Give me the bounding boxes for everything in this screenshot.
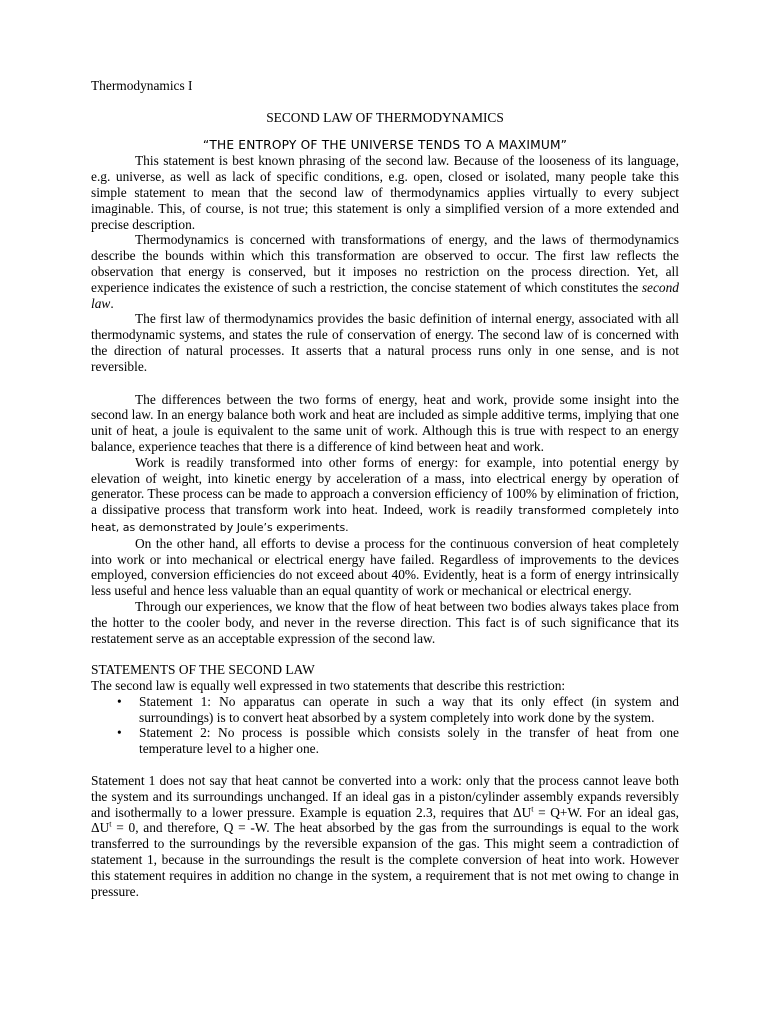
paragraph-text: Work is readily transformed into other forms of energy: for example, into potential energy by elevation of weight, into kinetic energy by acceleration of a mass, into electrical energy by operation of generator. These process can be made to approach a conversion efficiency of 100% by elimination of friction, a dissipative process that transform work into heat. Indeed, work is [91,454,679,518]
text-part: = Q+W. For an ideal gas, ΔU [91,804,679,836]
statements-list [91,694,679,757]
paragraph-transformations [91,232,679,311]
paragraph-intro: This statement is best known phrasing of the second law. Because of the looseness of its language, e.g. universe, as well as lack of specific conditions, e.g. open, closed or isolated, many people take this simple statement to mean that the second law of thermodynamics applies virtually to every subject imaginable. This, of course, is not true; this statement is only a simplified version of a more extended and precise description. [91,153,679,232]
page-title: SECOND LAW OF THERMODYNAMICS [266,109,504,125]
paragraph-work-transform [91,455,679,536]
superscript: t [531,804,534,814]
section-heading: STATEMENTS OF THE SECOND LAW [91,662,315,678]
paragraph-end: . [110,295,114,311]
paragraph-heat-conversion: On the other hand, all efforts to devise a process for the continuous conversion of heat completely into work or into mechanical or electrical energy have failed. Regardless of improvements to the devices employed, conversion efficiencies do not exceed about 40%. Evidently, heat is a form of energy intrinsically less useful and hence less valuable than an equal quantity of work or mechanical or electrical energy. [91,535,679,599]
paragraph-heat-work: The differences between the two forms of energy, heat and work, provide some insight into the second law. In an energy balance both work and heat are included as simple additive terms, implying that one unit of heat, a joule is equivalent to the same unit of work. Although this is true with respect to an energy balance, experience teaches that there is a difference of kind between heat and work. [91,391,679,454]
course-header: Thermodynamics I [91,78,193,93]
list-item: • Statement 2: No process is possible which consists solely in the transfer of heat from one temperature level to a higher one. [139,725,679,757]
joule-sentence: readily transformed completely into heat, as demonstrated by Joule’s experiments. [91,504,679,534]
section-intro: The second law is equally well expressed in two statements that describe this restriction: [91,678,566,694]
paragraph-heat-flow: Through our experiences, we know that the flow of heat between two bodies always takes place from the hotter to the cooler body, and never in the reverse direction. This fact is of such significance that its restatement serve as an acceptable expression of the second law. [91,598,679,646]
paragraph-statement-discussion [91,773,679,899]
paragraph-text: Thermodynamics is concerned with transformations of energy, and the laws of thermodynamics describe the bounds within which this transformation are observed to occur. The first law reflects the observation that energy is conserved, but it imposes no restriction on the process direction. Yet, all experience indicates the existence of such a restriction, the concise statement of which constitutes the [91,232,679,295]
second-law-emphasis: second law [91,279,679,311]
text-part: = 0, and therefore, Q = -W. The heat absorbed by the gas from the surroundings is equal to the work transferred to the surroundings by the reversible expansion of the gas. This might seem a contradiction of statement 1, because in the surroundings the result is the complete conversion of heat into work. However this statement requires in addition no change in the system, a requirement that is not met owing to change in pressure. [91,820,679,899]
paragraph-first-law: The first law of thermodynamics provides the basic definition of internal energy, associated with all thermodynamic systems, and states the rule of conservation of energy. The second law of is concerned with the direction of natural processes. It asserts that a natural process runs only in one sense, and is not reversible. [91,311,679,374]
superscript: t [109,820,112,829]
text-part: Statement 1 does not say that heat cannot be converted into a work: only that the process cannot leave both the system and its surroundings unchanged. If an ideal gas in a piston/cylinder assembly expands reversibly and isothermally to a lower pressure. Example is equation 2.3, requires that ΔU [91,773,679,820]
paragraph-gap [91,375,679,392]
list-item: • Statement 1: No apparatus can operate in such a way that its only effect (in system and surroundings) is to convert heat absorbed by a system completely into work done by the system. [139,694,679,726]
entropy-quote: “THE ENTROPY OF THE UNIVERSE TENDS TO A MAXIMUM” [202,137,568,152]
